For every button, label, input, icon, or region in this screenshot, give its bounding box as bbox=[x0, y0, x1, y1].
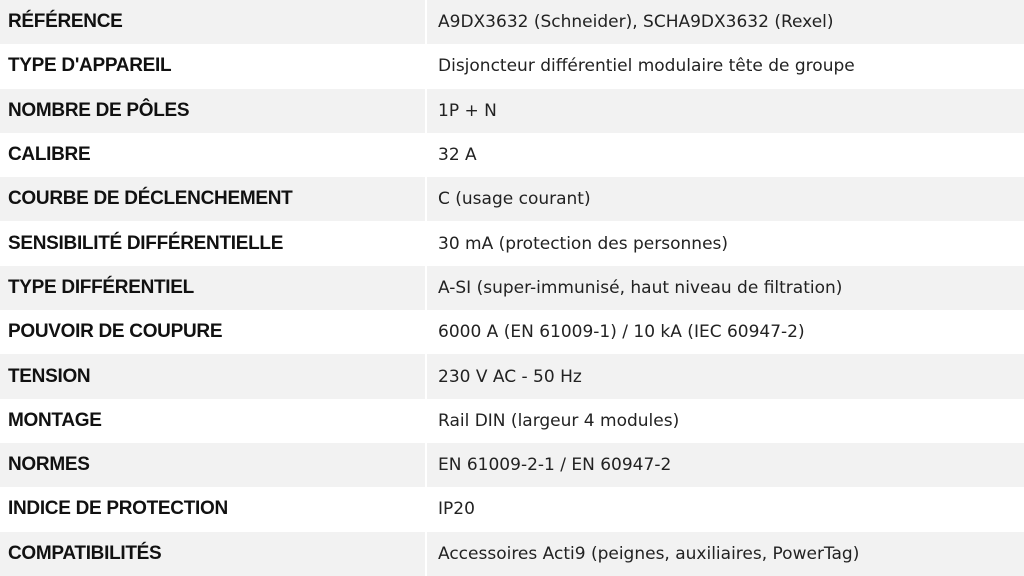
row-value: 30 mA (protection des personnes) bbox=[425, 221, 1024, 265]
row-label: CALIBRE bbox=[8, 144, 91, 166]
row-label: NORMES bbox=[8, 454, 90, 476]
row-label: TYPE DIFFÉRENTIEL bbox=[8, 276, 194, 298]
table-row bbox=[0, 89, 1024, 133]
row-label: NOMBRE DE PÔLES bbox=[8, 99, 190, 121]
row-value: 230 V AC - 50 Hz bbox=[425, 354, 1024, 398]
table-row bbox=[0, 399, 1024, 443]
row-value: 6000 A (EN 61009-1) / 10 kA (IEC 60947-2) bbox=[425, 310, 1024, 354]
row-label: TYPE D'APPAREIL bbox=[8, 55, 172, 77]
table-row bbox=[0, 133, 1024, 177]
row-value: IP20 bbox=[425, 487, 1024, 531]
table-row bbox=[0, 221, 1024, 265]
row-label: POUVOIR DE COUPURE bbox=[8, 321, 223, 343]
row-value: A9DX3632 (Schneider), SCHA9DX3632 (Rexel) bbox=[425, 0, 1024, 44]
row-label: SENSIBILITÉ DIFFÉRENTIELLE bbox=[8, 232, 284, 254]
row-label: TENSION bbox=[8, 365, 91, 387]
row-label: COMPATIBILITÉS bbox=[8, 542, 162, 564]
table-row bbox=[0, 266, 1024, 310]
table-row bbox=[0, 532, 1024, 576]
row-value: EN 61009-2-1 / EN 60947-2 bbox=[425, 443, 1024, 487]
row-value: Accessoires Acti9 (peignes, auxiliaires, PowerTag) bbox=[425, 532, 1024, 576]
row-value: A-SI (super-immunisé, haut niveau de filtration) bbox=[425, 266, 1024, 310]
row-label: INDICE DE PROTECTION bbox=[8, 498, 228, 520]
table-row bbox=[0, 487, 1024, 531]
table-row bbox=[0, 177, 1024, 221]
row-label: MONTAGE bbox=[8, 409, 102, 431]
table-row bbox=[0, 354, 1024, 398]
row-value: 1P + N bbox=[425, 89, 1024, 133]
row-label: COURBE DE DÉCLENCHEMENT bbox=[8, 188, 293, 210]
table-row bbox=[0, 44, 1024, 88]
row-value: Disjoncteur différentiel modulaire tête de groupe bbox=[425, 44, 1024, 88]
table-row bbox=[0, 310, 1024, 354]
row-value: Rail DIN (largeur 4 modules) bbox=[425, 399, 1024, 443]
table-row bbox=[0, 0, 1024, 44]
row-label: RÉFÉRENCE bbox=[8, 11, 123, 33]
row-value: C (usage courant) bbox=[425, 177, 1024, 221]
table-row bbox=[0, 443, 1024, 487]
row-value: 32 A bbox=[425, 133, 1024, 177]
